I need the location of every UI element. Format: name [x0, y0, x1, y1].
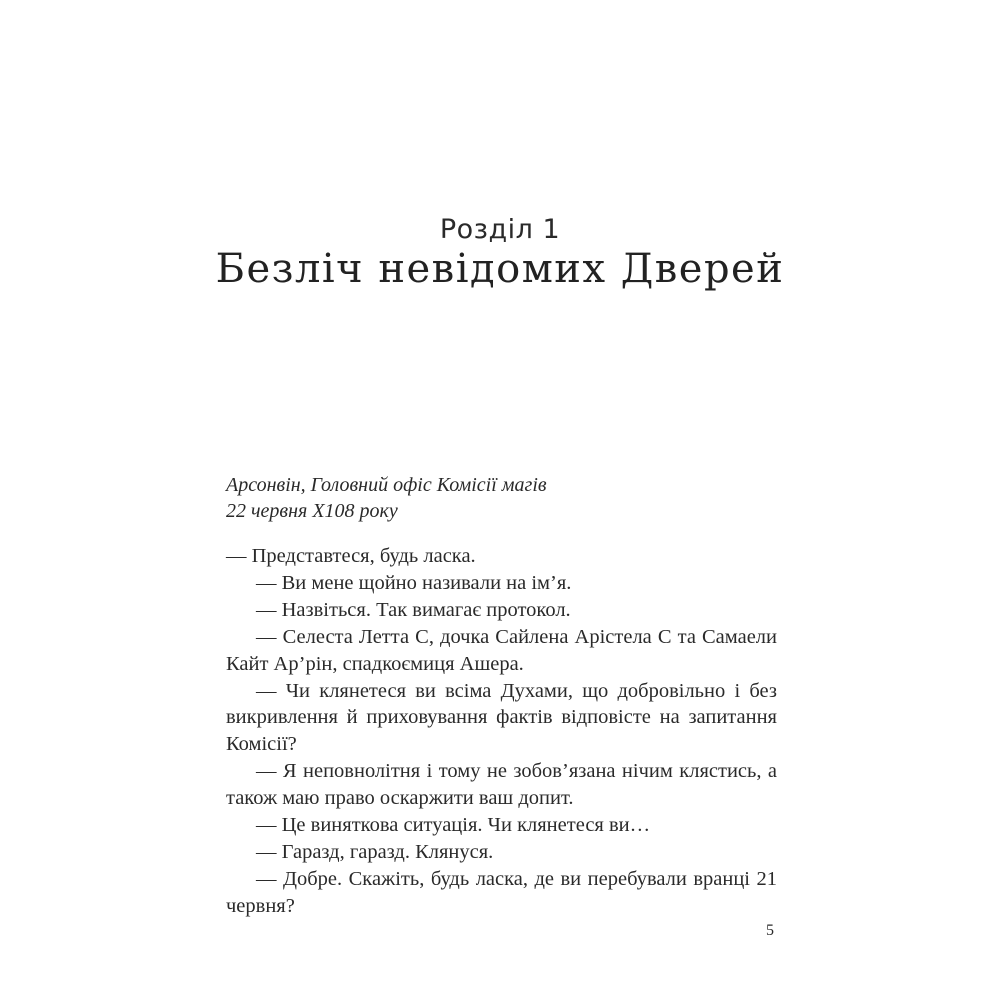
chapter-title: Безліч невідомих Дверей — [215, 246, 785, 292]
paragraph: — Селеста Летта С, дочка Сайлена Арістела С та Самаели Кайт Ар’рін, спадкоємиця Ашера. — [226, 625, 777, 675]
paragraph: — Чи клянетеся ви всіма Духами, що добровільно і без викривлення й приховування фактів відповісте на запитання Комісії? — [226, 679, 777, 756]
page-number: 5 — [766, 922, 774, 939]
paragraph: — Представтеся, будь ласка. — [226, 545, 476, 567]
body-text — [226, 543, 777, 920]
paragraph: — Назвіться. Так вимагає протокол. — [256, 598, 571, 621]
paragraph: — Гаразд, гаразд. Клянуся. — [256, 840, 494, 863]
epigraph — [226, 472, 547, 524]
paragraph: — Я неповнолітня і тому не зобов’язана нічим клястись, а також маю право оскаржити ваш допит. — [226, 760, 777, 810]
paragraph: — Ви мене щойно називали на ім’я. — [256, 571, 572, 594]
paragraph: — Добре. Скажіть, будь ласка, де ви перебували вранці 21 червня? — [226, 867, 777, 917]
epigraph-place: Арсонвін, Головний офіс Комісії магів — [226, 474, 547, 496]
epigraph-date: 22 червня Х108 року — [226, 500, 398, 522]
chapter-label: Розділ 1 — [439, 214, 561, 245]
paragraph: — Це виняткова ситуація. Чи клянетеся ви… — [256, 814, 651, 837]
